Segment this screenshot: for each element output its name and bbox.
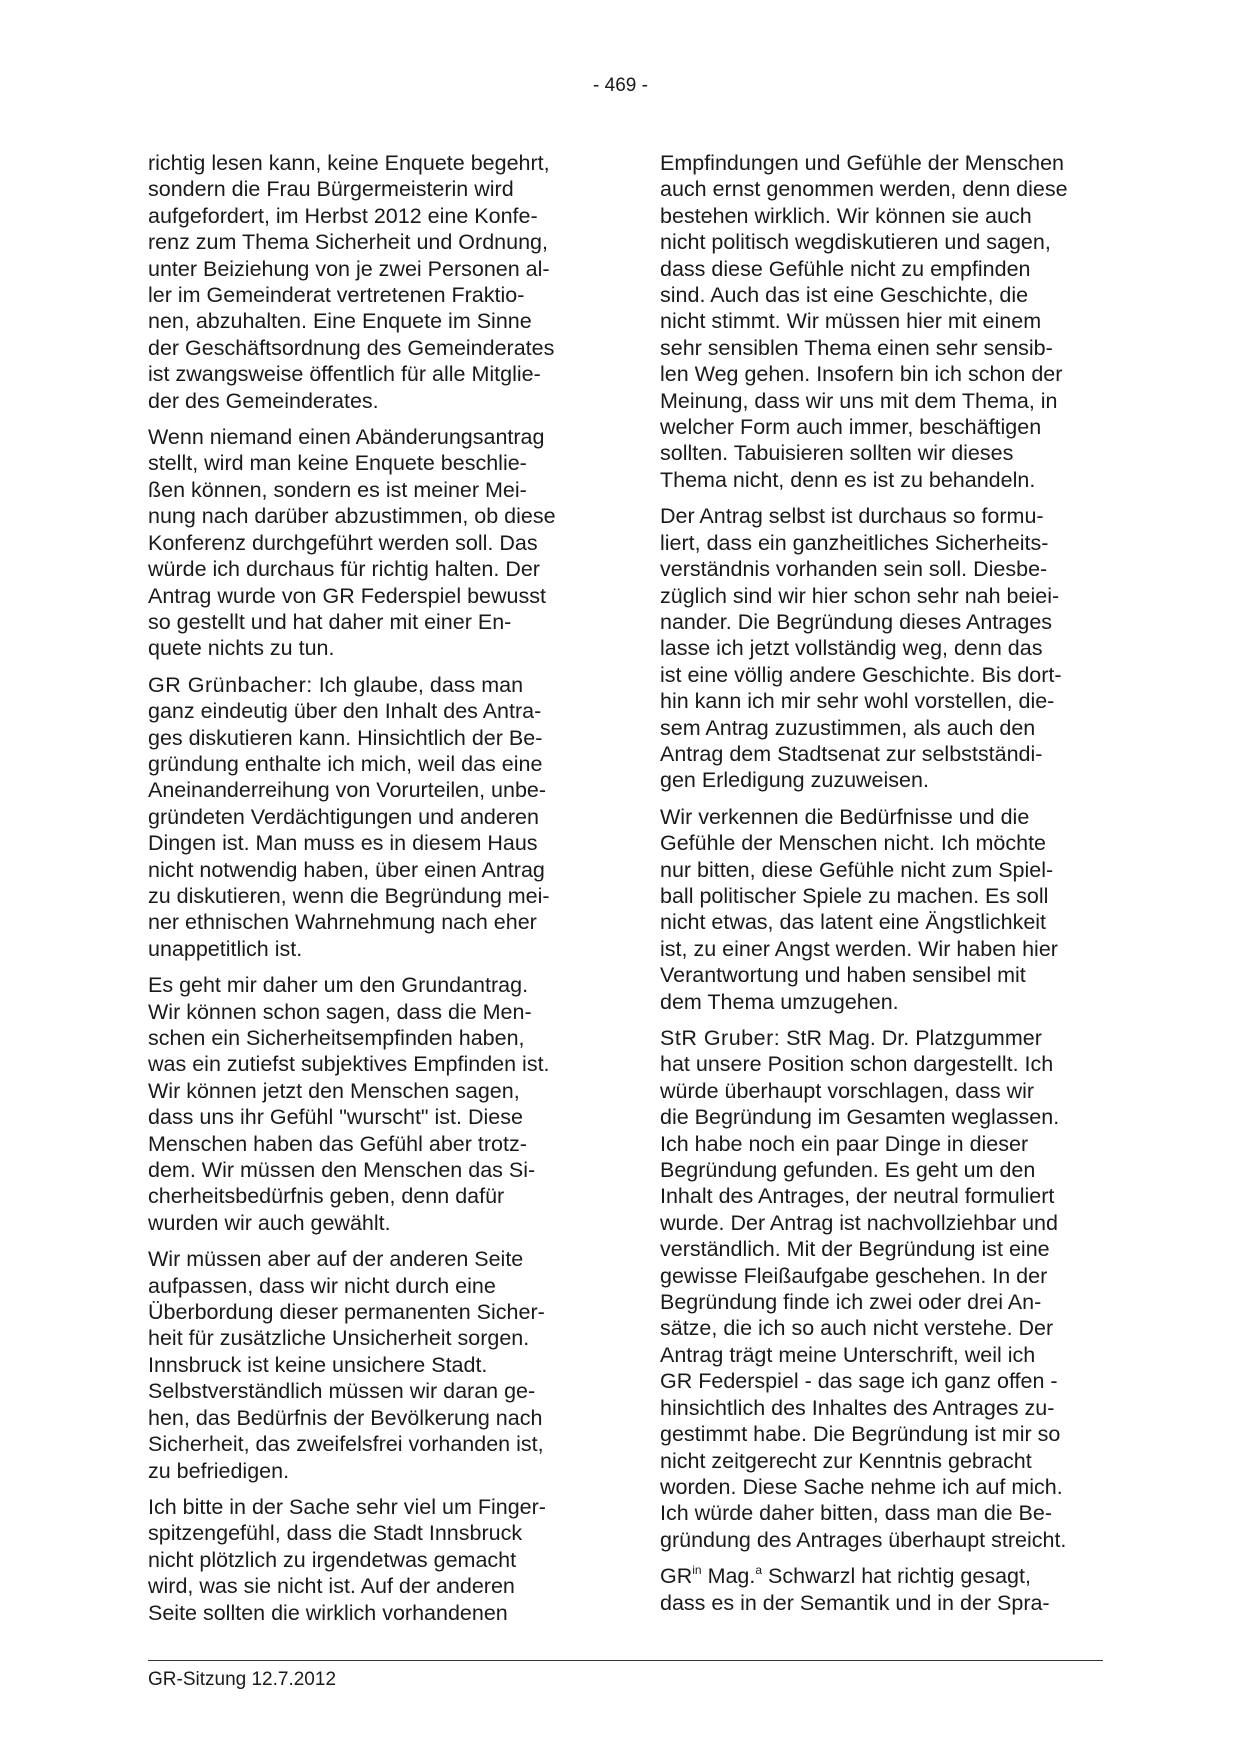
text-line: Inhalt des Antrages, der neutral formuliert <box>660 1184 1055 1209</box>
paragraph <box>660 150 1068 493</box>
text-line: Konferenz durchgeführt werden soll. Das <box>148 530 538 555</box>
text-line: dass uns ihr Gefühl "wurscht" ist. Diese <box>148 1105 523 1130</box>
text-line: verständlich. Mit der Begründung ist eine <box>660 1237 1050 1262</box>
text-line: nicht zeitgerecht zur Kenntnis gebracht <box>660 1448 1032 1473</box>
paragraph <box>148 424 556 662</box>
text-line: was ein zutiefst subjektives Empfinden ist. <box>148 1052 550 1077</box>
text-line: zu diskutieren, wenn die Begründung mei- <box>148 883 550 908</box>
text-line: so gestellt und hat daher mit einer En- <box>148 609 512 634</box>
text-line: würde überhaupt vorschlagen, dass wir <box>660 1078 1035 1103</box>
text-line: hin kann ich mir sehr wohl vorstellen, die- <box>660 689 1055 714</box>
text-line: hen, das Bedürfnis der Bevölkerung nach <box>148 1405 543 1430</box>
text-line: Antrag trägt meine Unterschrift, weil ich <box>660 1342 1036 1367</box>
text-line: quete nichts zu tun. <box>148 636 335 661</box>
text-line: wurde. Der Antrag ist nachvollziehbar und <box>660 1210 1058 1235</box>
text-line: unappetitlich ist. <box>148 936 303 961</box>
text-line: $GR^{in}$ Mag.$^a$ Schwarzl hat richtig gesagt, <box>660 1563 1031 1589</box>
text-line: richtig lesen kann, keine Enquete begehrt, <box>148 151 550 175</box>
text-line: worden. Diese Sache nehme ich auf mich. <box>660 1474 1063 1499</box>
text-line: dass diese Gefühle nicht zu empfinden <box>660 256 1031 281</box>
text-line: ßen können, sondern es ist meiner Mei- <box>148 477 527 502</box>
text-line: sätze, die ich so auch nicht verstehe. Der <box>660 1316 1054 1341</box>
text-line: Verantwortung und haben sensibel mit <box>660 963 1026 988</box>
text-line: GR Grünbacher: Ich glaube, dass man <box>148 672 524 697</box>
text-line: Empfindungen und Gefühle der Menschen <box>660 151 1064 175</box>
text-line: liert, dass ein ganzheitliches Sicherheits- <box>660 530 1049 555</box>
text-line: ist eine völlig andere Geschichte. Bis dort- <box>660 662 1062 687</box>
page-number: - 469 - <box>593 75 648 96</box>
text-line: aufgefordert, im Herbst 2012 eine Konfe- <box>148 203 538 228</box>
paragraph-speaker-gruber <box>660 1025 1068 1553</box>
text-line: welcher Form auch immer, beschäftigen <box>660 415 1042 440</box>
text-line: Wenn niemand einen Abänderungsantrag <box>148 425 545 450</box>
text-line: wurden wir auch gewählt. <box>148 1210 391 1235</box>
text-line: Begründung finde ich zwei oder drei An- <box>660 1290 1042 1315</box>
text-line: Begründung gefunden. Es geht um den <box>660 1158 1036 1183</box>
text-line: Der Antrag selbst ist durchaus so formu- <box>660 504 1044 529</box>
text-line: Antrag wurde von GR Federspiel bewusst <box>148 583 546 608</box>
text-line: nicht plötzlich zu irgendetwas gemacht <box>148 1547 517 1572</box>
text-line: der des Gemeinderates. <box>148 388 379 413</box>
text-line: Wir müssen aber auf der anderen Seite <box>148 1247 524 1272</box>
paragraph <box>148 150 556 414</box>
text-line: stellt, wird man keine Enquete beschlie- <box>148 451 527 476</box>
paragraph-schwarzl <box>660 1563 1068 1616</box>
footer-divider <box>148 1660 1103 1661</box>
text-line: ist zwangsweise öffentlich für alle Mitglie- <box>148 362 541 387</box>
text-line: Gefühle der Menschen nicht. Ich möchte <box>660 831 1047 856</box>
text-line: sind. Auch das ist eine Geschichte, die <box>660 283 1029 308</box>
left-column <box>148 150 556 1636</box>
text-line: gründung des Antrages überhaupt streicht. <box>660 1527 1067 1552</box>
text-line: ges diskutieren kann. Hinsichtlich der Be- <box>148 725 543 750</box>
footer-session-date: GR-Sitzung 12.7.2012 <box>148 1669 337 1690</box>
text-line: hat unsere Position schon dargestellt. Ich <box>660 1052 1054 1077</box>
text-line: Thema nicht, denn es ist zu behandeln. <box>660 467 1036 492</box>
text-line: gewisse Fleißaufgabe geschehen. In der <box>660 1263 1048 1288</box>
text-line: ist, zu einer Angst werden. Wir haben hier <box>660 936 1058 961</box>
text-line: nen, abzuhalten. Eine Enquete im Sinne <box>148 309 532 334</box>
text-line: Innsbruck ist keine unsichere Stadt. <box>148 1352 488 1377</box>
text-line: der Geschäftsordnung des Gemeinderates <box>148 335 555 360</box>
text-line: nicht notwendig haben, über einen Antrag <box>148 857 545 882</box>
text-line: gründung enthalte ich mich, weil das eine <box>148 751 543 776</box>
paragraph <box>148 1246 556 1484</box>
text-line: Ich habe noch ein paar Dinge in dieser <box>660 1131 1029 1156</box>
text-line: ler im Gemeinderat vertretenen Fraktio- <box>148 283 525 308</box>
text-line: ball politischer Spiele zu machen. Es soll <box>660 883 1049 908</box>
text-line: nur bitten, diese Gefühle nicht zum Spiel- <box>660 857 1054 882</box>
text-line: ganz eindeutig über den Inhalt des Antra- <box>148 699 542 724</box>
text-line: Seite sollten die wirklich vorhandenen <box>148 1600 508 1625</box>
text-line: die Begründung im Gesamten weglassen. <box>660 1105 1060 1130</box>
text-line: spitzengefühl, dass die Stadt Innsbruck <box>148 1521 523 1546</box>
text-line: sem Antrag zuzustimmen, als auch den <box>660 715 1036 740</box>
text-line: gründeten Verdächtigungen und anderen <box>148 804 539 829</box>
text-line: Dingen ist. Man muss es in diesem Haus <box>148 831 538 856</box>
text-line: cherheitsbedürfnis geben, denn dafür <box>148 1184 505 1209</box>
paragraph <box>148 972 556 1236</box>
text-line: zu befriedigen. <box>148 1458 290 1483</box>
text-line: Antrag dem Stadtsenat zur selbstständi- <box>660 741 1043 766</box>
text-line: GR Federspiel - das sage ich ganz offen - <box>660 1369 1058 1394</box>
text-line: würde ich durchaus für richtig halten. Der <box>148 557 540 582</box>
text-line: Ich würde daher bitten, dass man die Be- <box>660 1501 1052 1526</box>
text-line: nung nach darüber abzustimmen, ob diese <box>148 504 556 529</box>
text-line: nicht politisch wegdiskutieren und sagen, <box>660 230 1051 255</box>
text-line: verständnis vorhanden sein soll. Diesbe- <box>660 557 1048 582</box>
text-line: hinsichtlich des Inhaltes des Antrages zu- <box>660 1395 1055 1420</box>
text-line: wird, was sie nicht ist. Auf der anderen <box>148 1574 515 1599</box>
text-line: nander. Die Begründung dieses Antrages <box>660 609 1053 634</box>
text-line: Es geht mir daher um den Grundantrag. <box>148 973 529 998</box>
text-line: ner ethnischen Wahrnehmung nach eher <box>148 910 537 935</box>
right-column <box>660 150 1068 1626</box>
text-line: len Weg gehen. Insofern bin ich schon der <box>660 362 1063 387</box>
speaker-name: GR Grünbacher: <box>148 672 313 697</box>
text-line: aufpassen, dass wir nicht durch eine <box>148 1273 496 1298</box>
text-line: StR Gruber: StR Mag. Dr. Platzgummer <box>660 1026 1042 1050</box>
text-line: heit für zusätzliche Unsicherheit sorgen. <box>148 1326 530 1351</box>
text-line: gen Erledigung zuzuweisen. <box>660 768 929 793</box>
text-line: dem. Wir müssen den Menschen das Si- <box>148 1158 536 1183</box>
text-line: nicht stimmt. Wir müssen hier mit einem <box>660 309 1042 334</box>
paragraph <box>660 804 1068 1015</box>
text-line: Wir können schon sagen, dass die Men- <box>148 999 532 1024</box>
paragraph <box>148 1494 556 1626</box>
text-line: Menschen haben das Gefühl aber trotz- <box>148 1131 527 1156</box>
text-line: auch ernst genommen werden, denn diese <box>660 177 1068 202</box>
text-line: Aneinanderreihung von Vorurteilen, unbe- <box>148 778 547 803</box>
text-line: Wir verkennen die Bedürfnisse und die <box>660 804 1030 829</box>
text-line: sollten. Tabuisieren sollten wir dieses <box>660 441 1014 466</box>
text-line: nicht etwas, das latent eine Ängstlichkeit <box>660 910 1047 935</box>
text-line: renz zum Thema Sicherheit und Ordnung, <box>148 230 548 255</box>
text-line: dem Thema umzugehen. <box>660 989 899 1014</box>
text-line: schen ein Sicherheitsempfinden haben, <box>148 1026 525 1050</box>
text-line: lasse ich jetzt vollständig weg, denn das <box>660 636 1043 661</box>
speaker-name: StR Gruber: <box>660 1026 781 1050</box>
text-line: sehr sensiblen Thema einen sehr sensib- <box>660 335 1053 360</box>
paragraph <box>660 503 1068 793</box>
text-line: gestimmt habe. Die Begründung ist mir so <box>660 1422 1061 1447</box>
text-line: unter Beiziehung von je zwei Personen al- <box>148 256 550 281</box>
text-line: bestehen wirklich. Wir können sie auch <box>660 203 1032 228</box>
text-line: Sicherheit, das zweifelsfrei vorhanden ist, <box>148 1432 544 1457</box>
text-line: züglich sind wir hier schon sehr nah beiei- <box>660 583 1060 608</box>
text-line: Selbstverständlich müssen wir daran ge- <box>148 1379 536 1404</box>
text-line: Wir können jetzt den Menschen sagen, <box>148 1078 520 1103</box>
text-line: Meinung, dass wir uns mit dem Thema, in <box>660 388 1058 413</box>
text-line: Überbordung dieser permanenten Sicher- <box>148 1300 545 1325</box>
text-line: sondern die Frau Bürgermeisterin wird <box>148 177 514 202</box>
paragraph-speaker-gruenbacher <box>148 672 556 962</box>
text-line: dass es in der Semantik und in der Spra- <box>660 1590 1050 1615</box>
text-line: Ich bitte in der Sache sehr viel um Finger- <box>148 1494 546 1519</box>
